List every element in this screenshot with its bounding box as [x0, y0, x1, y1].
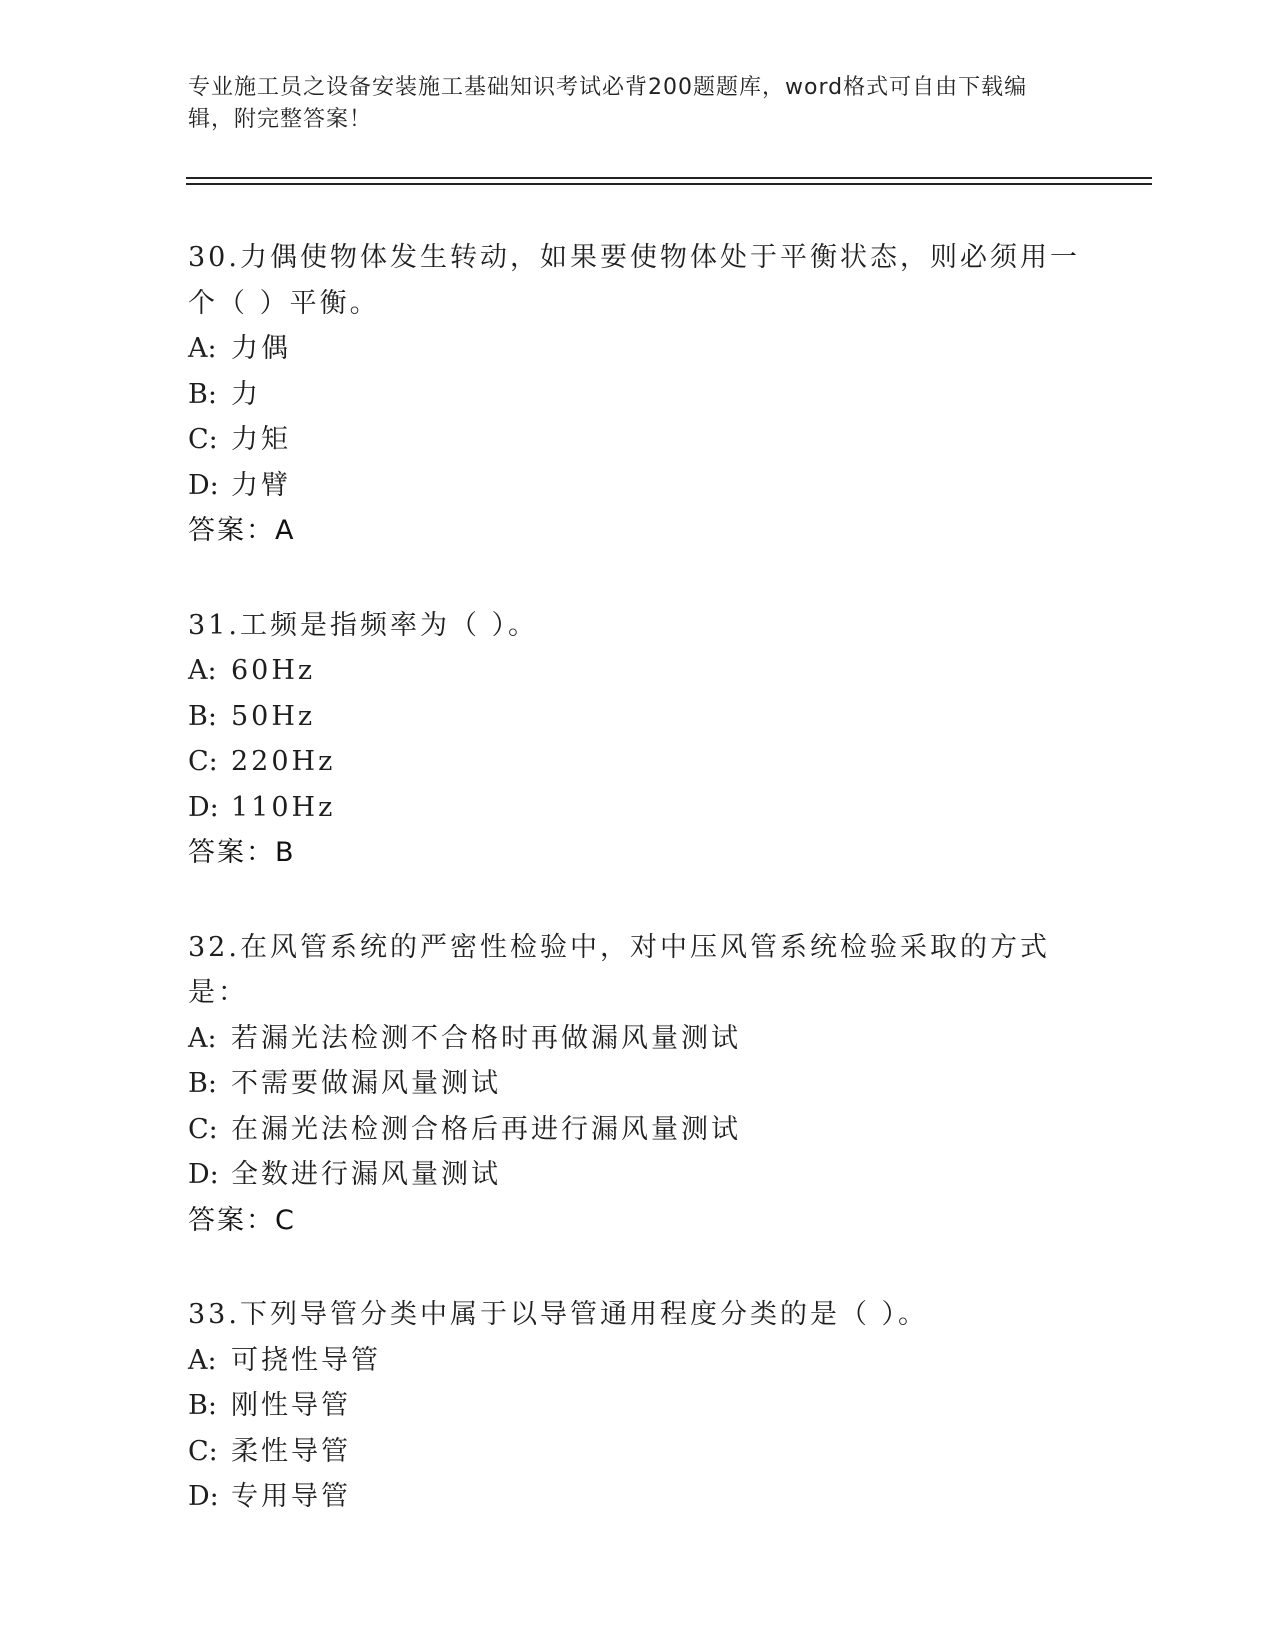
option-letter: B:: [188, 378, 217, 410]
option-text: 可挠性导管: [231, 1344, 381, 1376]
option-text: 60Hz: [231, 655, 316, 686]
option-letter: C:: [188, 424, 218, 455]
header-divider-top: [186, 177, 1152, 179]
question-stem: 31.工频是指频率为（ ）。: [188, 609, 539, 641]
option-d: [188, 1474, 1088, 1520]
option-a: [188, 1338, 1088, 1384]
option-text: 50Hz: [231, 700, 316, 732]
option-text: 220Hz: [231, 746, 336, 777]
option-text: 力: [231, 378, 261, 410]
option-text: 110Hz: [231, 791, 336, 823]
option-text: 全数进行漏风量测试: [231, 1159, 501, 1190]
option-b: [188, 694, 1088, 740]
question-30: [188, 235, 1088, 554]
answer-label: 答案：C: [188, 1204, 296, 1236]
option-letter: D:: [188, 791, 219, 823]
answer-label: 答案：A: [188, 515, 296, 546]
option-letter: C:: [188, 746, 218, 777]
option-a: [188, 326, 1088, 372]
option-a: [188, 1016, 1088, 1062]
header-divider-bottom: [186, 183, 1152, 185]
option-text: 刚性导管: [231, 1390, 351, 1421]
option-b: [188, 1061, 1088, 1107]
option-text: 力偶: [231, 333, 291, 364]
question-stem: 33.下列导管分类中属于以导管通用程度分类的是（ ）。: [188, 1299, 929, 1330]
option-letter: D:: [188, 1481, 219, 1512]
option-c: [188, 417, 1088, 463]
question-stem: 30.力偶使物体发生转动，如果要使物体处于平衡状态，则必须用一个（ ）平衡。: [188, 242, 1080, 319]
question-31: [188, 603, 1088, 876]
question-32: [188, 925, 1088, 1244]
option-b: [188, 1383, 1088, 1429]
option-a: [188, 648, 1088, 694]
option-letter: A:: [188, 1344, 217, 1376]
option-text: 不需要做漏风量测试: [231, 1068, 501, 1099]
option-letter: B:: [188, 700, 217, 732]
option-c: [188, 1429, 1088, 1475]
option-c: [188, 1107, 1088, 1153]
option-c: [188, 739, 1088, 785]
option-text: 柔性导管: [231, 1435, 351, 1467]
option-text: 若漏光法检测不合格时再做漏风量测试: [231, 1022, 741, 1054]
option-letter: C:: [188, 1113, 218, 1145]
document-header: 专业施工员之设备安装施工基础知识考试必背200题题库，word格式可自由下载编辑，附完整答案！: [188, 75, 1028, 132]
option-text: 在漏光法检测合格后再进行漏风量测试: [231, 1113, 741, 1145]
option-d: [188, 1152, 1088, 1198]
option-text: 力矩: [231, 424, 291, 455]
answer-label: 答案：B: [188, 837, 296, 868]
option-letter: A:: [188, 1022, 217, 1054]
option-text: 力臂: [231, 469, 291, 501]
option-letter: A:: [188, 655, 217, 686]
option-letter: D:: [188, 1159, 219, 1190]
option-b: [188, 372, 1088, 418]
option-letter: A:: [188, 333, 217, 364]
option-letter: B:: [188, 1068, 217, 1099]
question-33: [188, 1292, 1088, 1520]
option-text: 专用导管: [231, 1481, 351, 1512]
question-stem: 32.在风管系统的严密性检验中，对中压风管系统检验采取的方式是：: [188, 931, 1050, 1008]
option-letter: D:: [188, 469, 219, 501]
option-d: [188, 463, 1088, 509]
option-letter: B:: [188, 1390, 217, 1421]
option-letter: C:: [188, 1435, 218, 1467]
question-list: [188, 235, 1088, 1569]
option-d: [188, 785, 1088, 831]
